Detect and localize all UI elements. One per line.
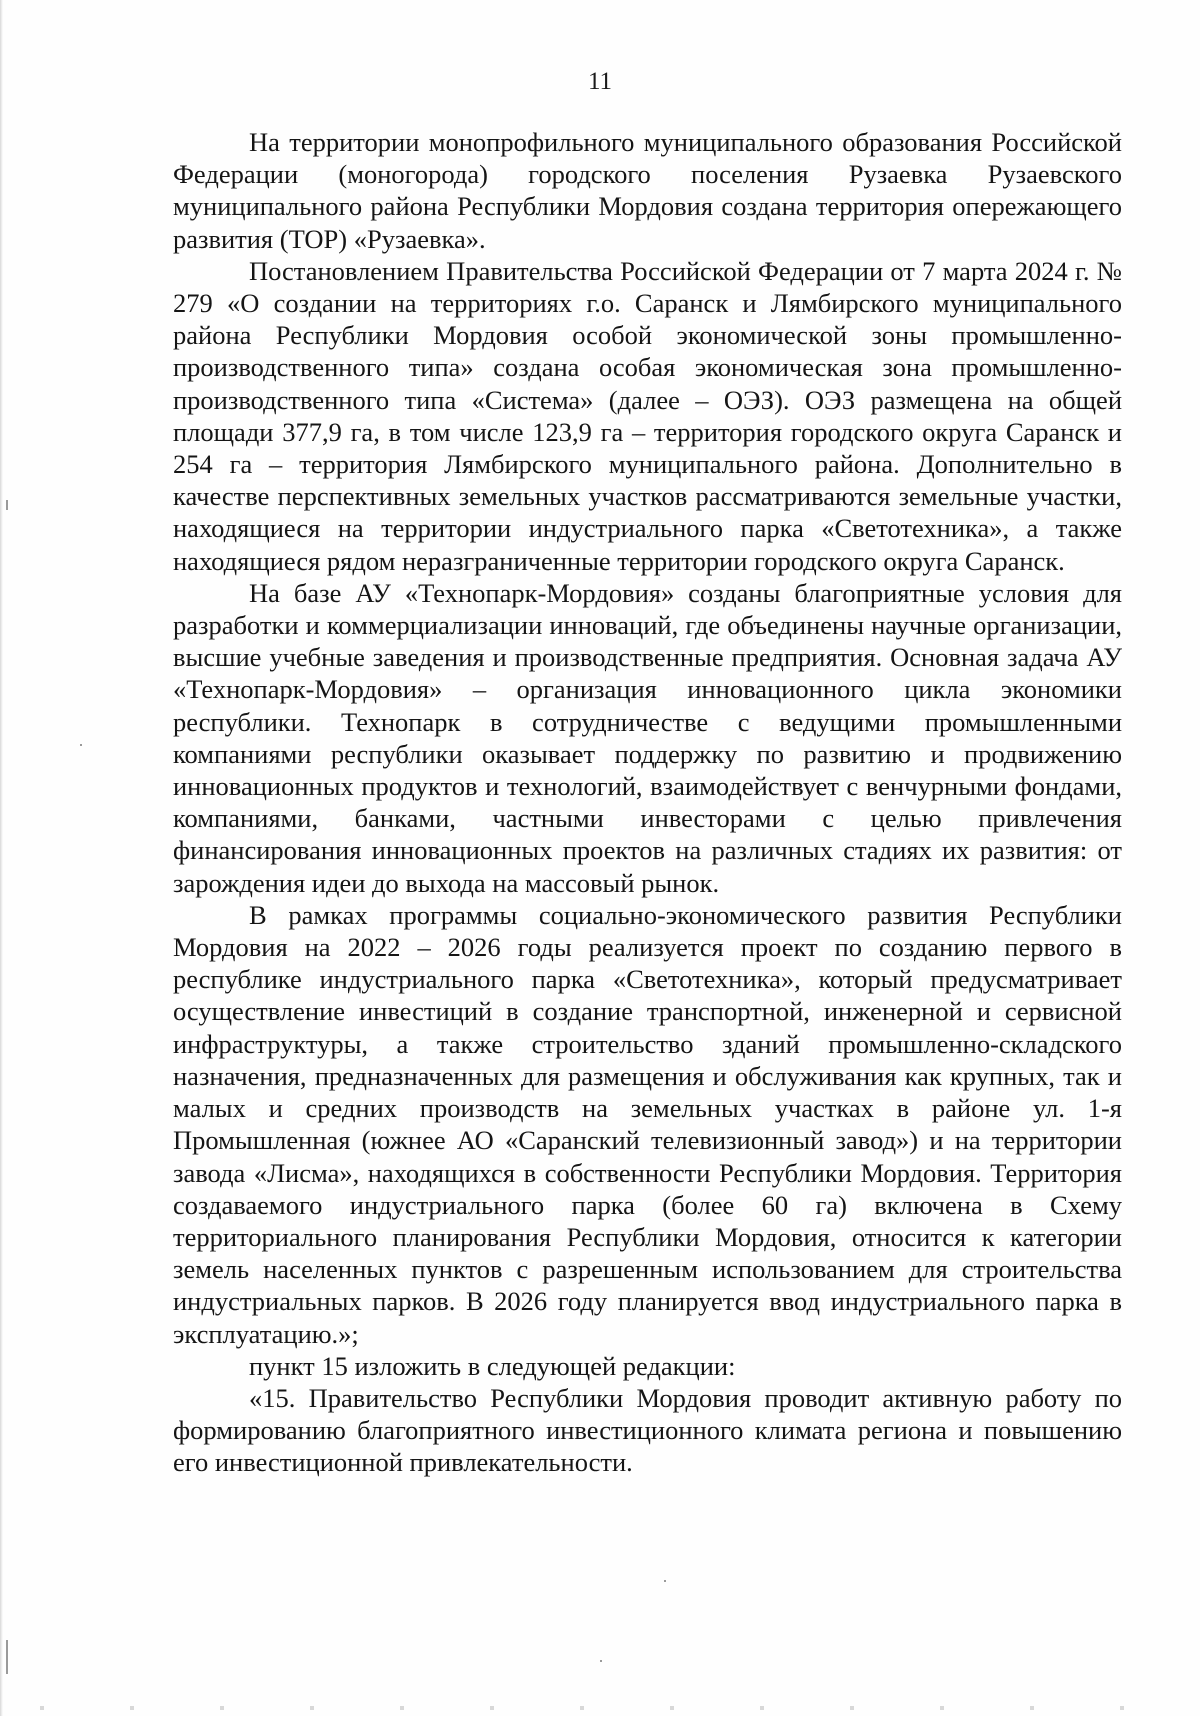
scan-speck [6, 1640, 8, 1674]
scan-edge [0, 0, 3, 1716]
scan-speck [80, 744, 82, 746]
scan-speck [664, 1580, 666, 1582]
paragraph-oez-sistema: Постановлением Правительства Российской Федерации от 7 марта 2024 г. № 279 «О создании на территориях г.о. Саранск и Лямбирского муниципального района Республики Мордовия особой экономической зоны промышленно-производственного типа» создана особая экономическая зона промышленно-производственного типа «Система» (далее – ОЭЗ). ОЭЗ размещена на общей площади 377,9 га, в том числе 123,9 га – территория городского округа Саранск и 254 га – территория Лямбирского муниципального района. Дополнительно в качестве перспективных земельных участков рассматриваются земельные участки, находящиеся на территории индустриального парка «Светотехника», а также находящиеся рядом неразграниченные территории городского округа Саранск. [173, 255, 1122, 576]
paragraph-industrial-park: В рамках программы социально-экономического развития Республики Мордовия на 2022 – 2026 годы реализуется проект по созданию первого в республике индустриального парка «Светотехника», который предусматривает осуществление инвестиций в создание транспортной, инженерной и сервисной инфраструктуры, а также строительство зданий промышленно-складского назначения, предназначенных для размещения и обслуживания как крупных, так и малых и средних производств на земельных участках в районе ул. 1-я Промышленная (южнее АО «Саранский телевизионный завод») и на территории завода «Лисма», находящихся в собственности Республики Мордовия. Территория создаваемого индустриального парка (более 60 га) включена в Схему территориального планирования Республики Мордовия, относится к категории земель населенных пунктов с разрешенным использованием для строительства индустриальных парков. В 2026 году планируется ввод индустриального парка в эксплуатацию.»; [173, 899, 1122, 1349]
scan-bottom-edge [0, 1706, 1200, 1710]
document-body [173, 126, 1122, 1479]
scan-speck [6, 500, 8, 510]
paragraph-item-15-instruction: пункт 15 изложить в следующей редакции: [249, 1350, 736, 1381]
paragraph-item-15-text: «15. Правительство Республики Мордовия проводит активную работу по формированию благоприятного инвестиционного климата региона и повышению его инвестиционной привлекательности. [173, 1382, 1122, 1478]
page-number: 11 [587, 68, 613, 95]
paragraph-tor-ruzaevka: На территории монопрофильного муниципального образования Российской Федерации (моногорода) городского поселения Рузаевка Рузаевского муниципального района Республики Мордовия создана территория опережающего развития (ТОР) «Рузаевка». [173, 127, 1122, 254]
paragraph-technopark: На базе АУ «Технопарк-Мордовия» созданы благоприятные условия для разработки и коммерциализации инноваций, где объединены научные организации, высшие учебные заведения и производственные предприятия. Основная задача АУ «Технопарк-Мордовия» – организация инновационного цикла экономики республики. Технопарк в сотрудничестве с ведущими промышленными компаниями республики оказывает поддержку по развитию и продвижению инновационных продуктов и технологий, взаимодействует с венчурными фондами, компаниями, банками, частными инвесторами с целью привлечения финансирования инновационных проектов на различных стадиях их развития: от зарождения идеи до выхода на массовый рынок. [173, 577, 1122, 898]
scan-speck [600, 1660, 602, 1662]
